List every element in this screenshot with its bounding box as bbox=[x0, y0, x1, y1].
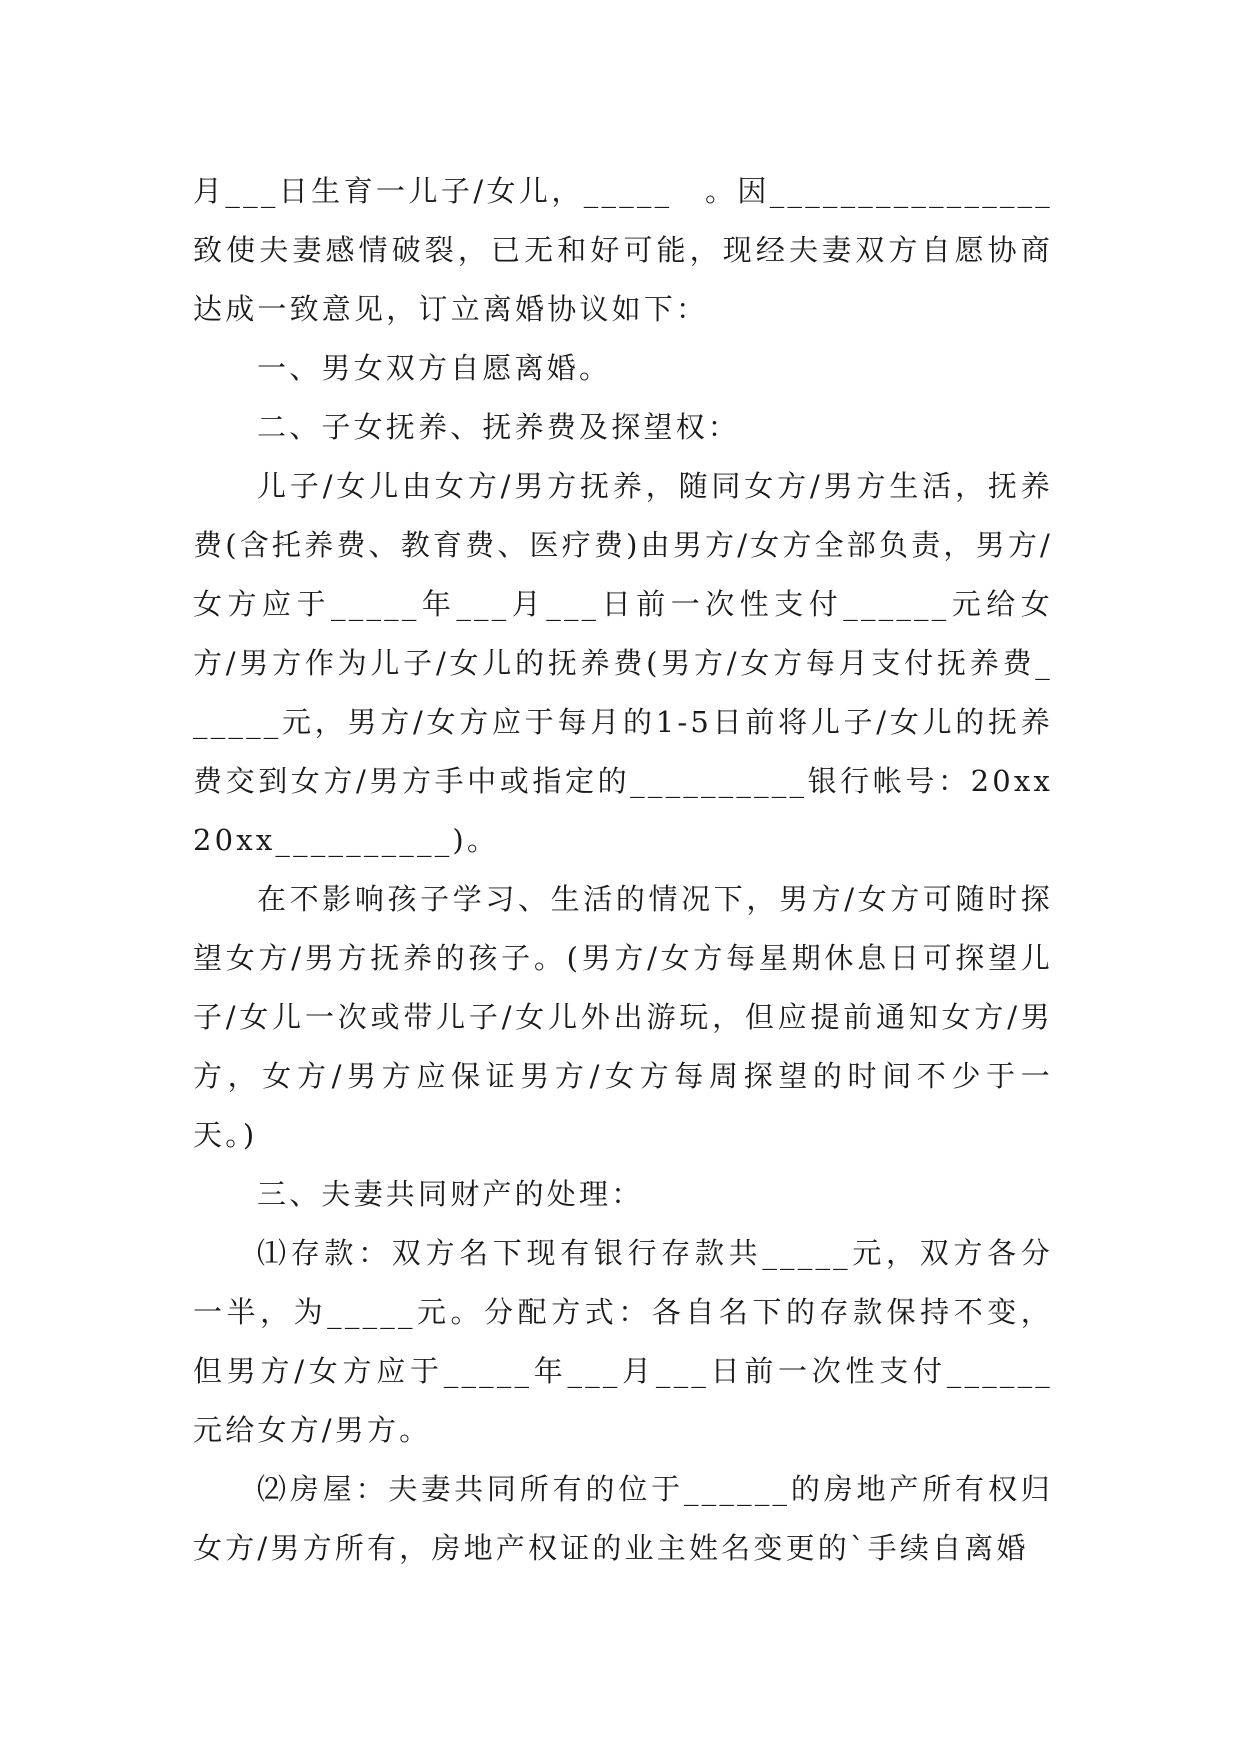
paragraph-deposits: ⑴存款：双方名下现有银行存款共_____元，双方各分一半，为_____元。分配方式：各自名下的存款保持不变，但男方/女方应于_____年___月___日前一次性支付______元给女方/男方。 bbox=[193, 1236, 1053, 1447]
paragraph-clause-2-heading: 二、子女抚养、抚养费及探望权： bbox=[257, 410, 741, 444]
paragraph-child-support: 儿子/女儿由女方/男方抚养，随同女方/男方生活，抚养费(含托养费、教育费、医疗费)由男方/女方全部负责，男方/女方应于_____年___月___日前一次性支付______元给女方/男方作为儿子/女儿的抚养费(男方/女方每月支付抚养费______元，男方/女方应于每月的1-5日前将儿子/女儿的抚养费交到女方/男方手中或指定的__________银行帐号：20xx20xx__________)。 bbox=[193, 469, 1053, 857]
paragraph-clause-3-heading: 三、夫妻共同财产的处理： bbox=[257, 1177, 644, 1211]
paragraph-house: ⑵房屋：夫妻共同所有的位于______的房地产所有权归女方/男方所有，房地产权证的业主姓名变更的`手续自离婚 bbox=[193, 1472, 1053, 1565]
paragraph-clause-1: 一、男女双方自愿离婚。 bbox=[257, 351, 612, 385]
paragraph-intro: 月___日生育一儿子/女儿，_____ 。因________________致使夫妻感情破裂，已无和好可能，现经夫妻双方自愿协商达成一致意见，订立离婚协议如下： bbox=[193, 174, 1053, 326]
document-body bbox=[193, 162, 1053, 1578]
paragraph-visitation: 在不影响孩子学习、生活的情况下，男方/女方可随时探望女方/男方抚养的孩子。(男方/女方每星期休息日可探望儿子/女儿一次或带儿子/女儿外出游玩，但应提前通知女方/男方，女方/男方应保证男方/女方每周探望的时间不少于一天。) bbox=[193, 882, 1053, 1152]
